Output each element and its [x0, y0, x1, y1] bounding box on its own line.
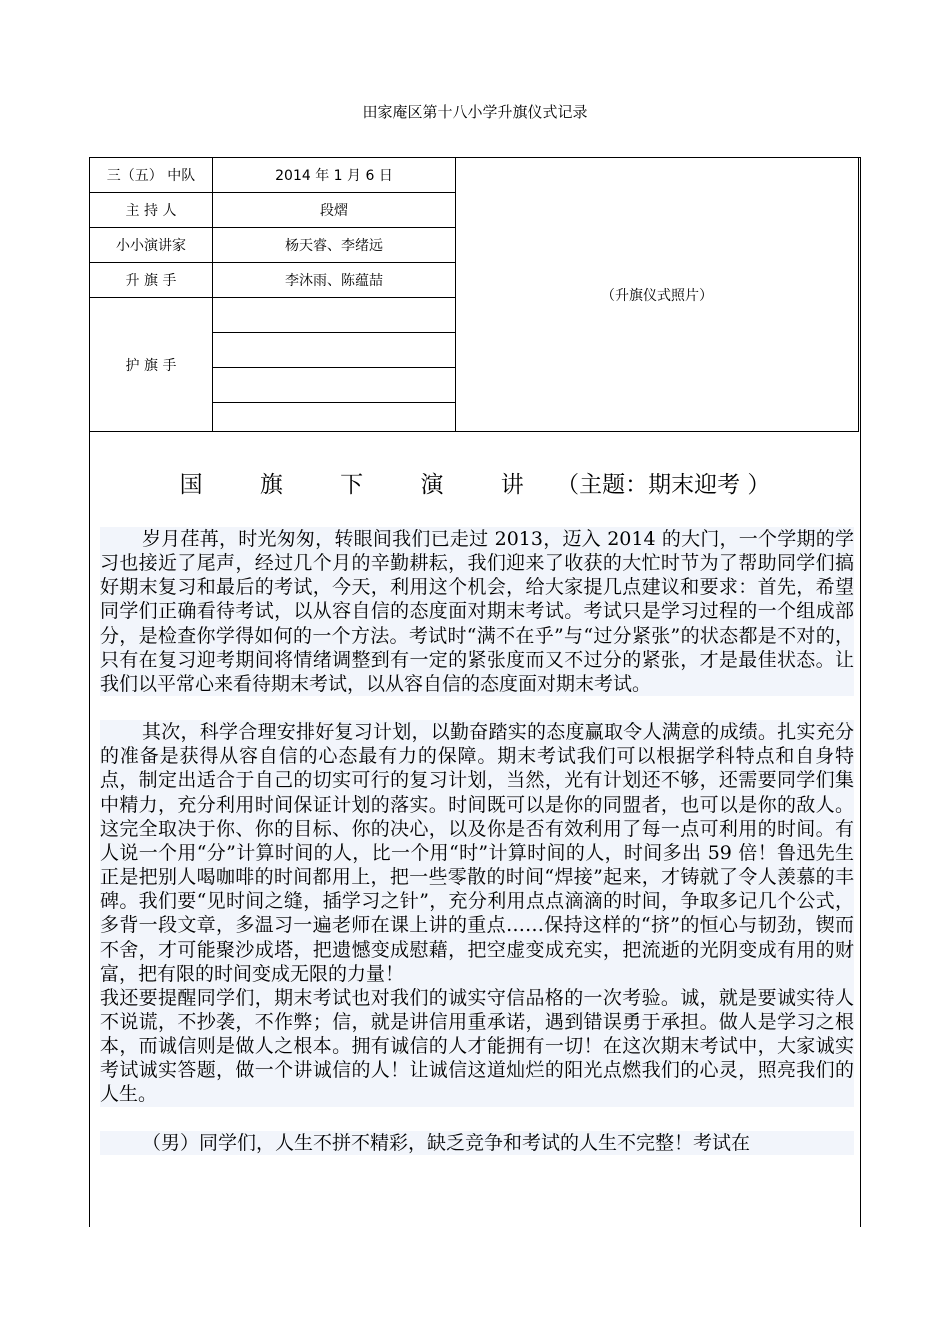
- host-value: 段熠: [213, 193, 456, 228]
- speech-paragraph: 我还要提醒同学们，期末考试也对我们的诚实守信品格的一次考验。诚，就是要诚实待人不说谎，不抄袭，不作弊；信，就是讲信用重承诺，遇到错误勇于承担。做人是学习之根本，而诚信则是做人之根本。拥有诚信的人才能拥有一切！在这次期末考试中，大家诚实考试诚实答题，做一个讲诚信的人！让诚信这道灿烂的阳光点燃我们的心灵，照亮我们的人生。: [100, 986, 854, 1106]
- guard-label: 护 旗 手: [90, 298, 213, 432]
- speaker-value: 杨天睿、李绪远: [213, 228, 456, 263]
- raiser-label: 升 旗 手: [90, 263, 213, 298]
- speech-title: [89, 466, 861, 499]
- speech-paragraph: （男）同学们，人生不拼不精彩，缺乏竞争和考试的人生不完整！考试在: [100, 1131, 854, 1155]
- host-label: 主 持 人: [90, 193, 213, 228]
- guard-row: [213, 403, 455, 431]
- speaker-label: 小小演讲家: [90, 228, 213, 263]
- info-table: [89, 157, 859, 432]
- speech-paragraph: 其次，科学合理安排好复习计划，以勤奋踏实的态度赢取令人满意的成绩。扎实充分的准备是获得从容自信的心态最有力的保障。期末考试我们可以根据学科特点和自身特点，制定出适合于自己的切实可行的复习计划，当然，光有计划还不够，还需要同学们集中精力，充分利用时间保证计划的落实。时间既可以是你的同盟者，也可以是你的敌人。这完全取决于你、你的目标、你的决心，以及你是否有效利用了每一点可利用的时间。有人说一个用“分”计算时间的人，比一个用“时”计算时间的人，时间多出 59 倍！鲁迅先生正是把别人喝咖啡的时间都用上，把一些零散的时间“焊接”起来，才铸就了令人羡慕的丰碑。我们要“见时间之缝，插学习之针”，充分利用点点滴滴的时间，争取多记几个公式，多背一段文章，多温习一遍老师在课上讲的重点……保持这样的“挤”的恒心与韧劲，锲而不舍，才可能聚沙成塔，把遗憾变成慰藉，把空虚变成充实，把流逝的光阴变成有用的财富，把有限的时间变成无限的力量！: [100, 721, 854, 985]
- guard-row: [213, 298, 455, 333]
- document-title: 田家庵区第十八小学升旗仪式记录: [362, 103, 588, 121]
- guard-cell: [213, 298, 456, 432]
- speech-body: [100, 527, 854, 1155]
- date-value: 2014 年 1 月 6 日: [213, 158, 456, 193]
- raiser-value: 李沐雨、陈蕴喆: [213, 263, 456, 298]
- photo-placeholder: （升旗仪式照片）: [456, 158, 859, 432]
- guard-row: [213, 333, 455, 368]
- speech-title-theme: （主题：期末迎考 ）: [556, 472, 771, 498]
- speech-paragraph: 岁月荏苒，时光匆匆，转眼间我们已走过 2013，迈入 2014 的大门，一个学期的学习也接近了尾声，经过几个月的辛勤耕耘，我们迎来了收获的大忙时节为了帮助同学们搞好期末复习和最后的考试，今天，利用这个机会，给大家提几点建议和要求：首先，希望同学们正确看待考试，以从容自信的态度面对期末考试。考试只是学习过程的一个组成部分，是检查你学得如何的一个方法。考试时“满不在乎”与“过分紧张”的状态都是不对的，只有在复习迎考期间将情绪调整到有一定的紧张度而又不过分的紧张，才是最佳状态。让我们以平常心来看待期末考试，以从容自信的态度面对期末考试。: [100, 528, 854, 695]
- speech-title-main: 国 旗 下 演 讲: [179, 472, 549, 498]
- guard-row: [213, 368, 455, 403]
- class-label: 三（五） 中队: [90, 158, 213, 193]
